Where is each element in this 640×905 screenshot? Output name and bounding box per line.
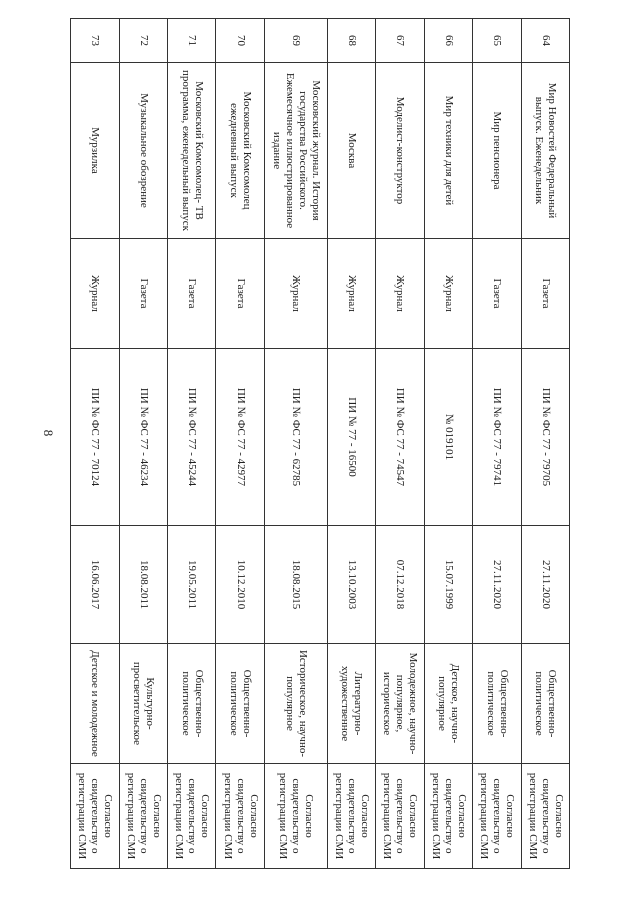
media-name-cell: Московский журнал. История государства Российского. Ежемесячное иллюстрированное издание <box>264 63 327 239</box>
table-row <box>327 19 375 869</box>
basis-cell: Согласно свидетельству о регистрации СМИ <box>71 764 120 869</box>
specialization-cell: Молодежное, научно-популярное, историческое <box>376 644 424 764</box>
document-rotator <box>70 18 570 868</box>
table-row <box>216 19 264 869</box>
registration-number-cell: ПИ № ФС 77 - 45244 <box>168 349 216 526</box>
basis-cell: Согласно свидетельству о регистрации СМИ <box>216 764 264 869</box>
media-name-cell: Моделист-конструктор <box>376 63 424 239</box>
media-name-cell: Музыкальное обозрение <box>119 63 167 239</box>
row-number-cell: 67 <box>376 19 424 63</box>
basis-cell: Согласно свидетельству о регистрации СМИ <box>168 764 216 869</box>
specialization-cell: Детское и молодежное <box>71 644 120 764</box>
row-number-cell: 68 <box>327 19 375 63</box>
registration-number-cell: ПИ № ФС 77 - 79705 <box>521 349 569 526</box>
registration-date-cell: 07.12.2018 <box>376 526 424 644</box>
row-number-cell: 69 <box>264 19 327 63</box>
media-name-cell: Московский Комсомолец- ТВ программа, еженедельный выпуск <box>168 63 216 239</box>
registration-date-cell: 18.08.2015 <box>264 526 327 644</box>
media-type-cell: Журнал <box>264 239 327 349</box>
row-number-cell: 64 <box>521 19 569 63</box>
row-number-cell: 70 <box>216 19 264 63</box>
media-name-cell: Московский Комсомолец ежедневный выпуск <box>216 63 264 239</box>
registration-date-cell: 15.07.1999 <box>424 526 472 644</box>
specialization-cell: Общественно-политическое <box>521 644 569 764</box>
registration-number-cell: ПИ № 77 - 16500 <box>327 349 375 526</box>
media-registry-table <box>70 18 570 869</box>
registration-number-cell: ПИ № ФС 77 - 62785 <box>264 349 327 526</box>
media-name-cell: Мир пенсионера <box>473 63 521 239</box>
registration-number-cell: ПИ № ФС 77 - 46234 <box>119 349 167 526</box>
table-row <box>521 19 569 869</box>
specialization-cell: Общественно-политическое <box>168 644 216 764</box>
media-name-cell: Мир техники для детей <box>424 63 472 239</box>
media-type-cell: Газета <box>168 239 216 349</box>
table-row <box>168 19 216 869</box>
registration-date-cell: 16.06.2017 <box>71 526 120 644</box>
row-number-cell: 71 <box>168 19 216 63</box>
row-number-cell: 72 <box>119 19 167 63</box>
registration-date-cell: 10.12.2010 <box>216 526 264 644</box>
media-name-cell: Мурзилка <box>71 63 120 239</box>
media-type-cell: Газета <box>521 239 569 349</box>
basis-cell: Согласно свидетельству о регистрации СМИ <box>376 764 424 869</box>
basis-cell: Согласно свидетельству о регистрации СМИ <box>521 764 569 869</box>
specialization-cell: Детское, научно-популярное <box>424 644 472 764</box>
registration-number-cell: ПИ № ФС 77 - 42977 <box>216 349 264 526</box>
basis-cell: Согласно свидетельству о регистрации СМИ <box>424 764 472 869</box>
landscape-table-wrapper <box>70 18 570 868</box>
registration-number-cell: № 019101 <box>424 349 472 526</box>
media-type-cell: Газета <box>216 239 264 349</box>
table-row <box>264 19 327 869</box>
registration-number-cell: ПИ № ФС 77 - 79741 <box>473 349 521 526</box>
media-type-cell: Газета <box>119 239 167 349</box>
media-type-cell: Журнал <box>376 239 424 349</box>
table-body <box>71 19 570 869</box>
specialization-cell: Историческое, научно-популярное <box>264 644 327 764</box>
specialization-cell: Литературно-художественное <box>327 644 375 764</box>
table-row <box>424 19 472 869</box>
basis-cell: Согласно свидетельству о регистрации СМИ <box>264 764 327 869</box>
media-type-cell: Журнал <box>327 239 375 349</box>
row-number-cell: 73 <box>71 19 120 63</box>
basis-cell: Согласно свидетельству о регистрации СМИ <box>119 764 167 869</box>
table-row <box>376 19 424 869</box>
page-number: 8 <box>41 429 56 437</box>
registration-date-cell: 27.11.2020 <box>521 526 569 644</box>
registration-number-cell: ПИ № ФС 77 - 70124 <box>71 349 120 526</box>
table-row <box>119 19 167 869</box>
registration-number-cell: ПИ № ФС 77 - 74547 <box>376 349 424 526</box>
row-number-cell: 65 <box>473 19 521 63</box>
registration-date-cell: 19.05.2011 <box>168 526 216 644</box>
basis-cell: Согласно свидетельству о регистрации СМИ <box>327 764 375 869</box>
specialization-cell: Общественно-политическое <box>473 644 521 764</box>
registration-date-cell: 18.08.2011 <box>119 526 167 644</box>
media-type-cell: Журнал <box>424 239 472 349</box>
media-type-cell: Журнал <box>71 239 120 349</box>
table-row <box>71 19 120 869</box>
media-name-cell: Мир Новостей Федеральный выпуск. Еженедельник <box>521 63 569 239</box>
basis-cell: Согласно свидетельству о регистрации СМИ <box>473 764 521 869</box>
specialization-cell: Культурно-просветительское <box>119 644 167 764</box>
registration-date-cell: 13.10.2003 <box>327 526 375 644</box>
registration-date-cell: 27.11.2020 <box>473 526 521 644</box>
media-type-cell: Газета <box>473 239 521 349</box>
row-number-cell: 66 <box>424 19 472 63</box>
table-row <box>473 19 521 869</box>
specialization-cell: Общественно-политическое <box>216 644 264 764</box>
media-name-cell: Москва <box>327 63 375 239</box>
